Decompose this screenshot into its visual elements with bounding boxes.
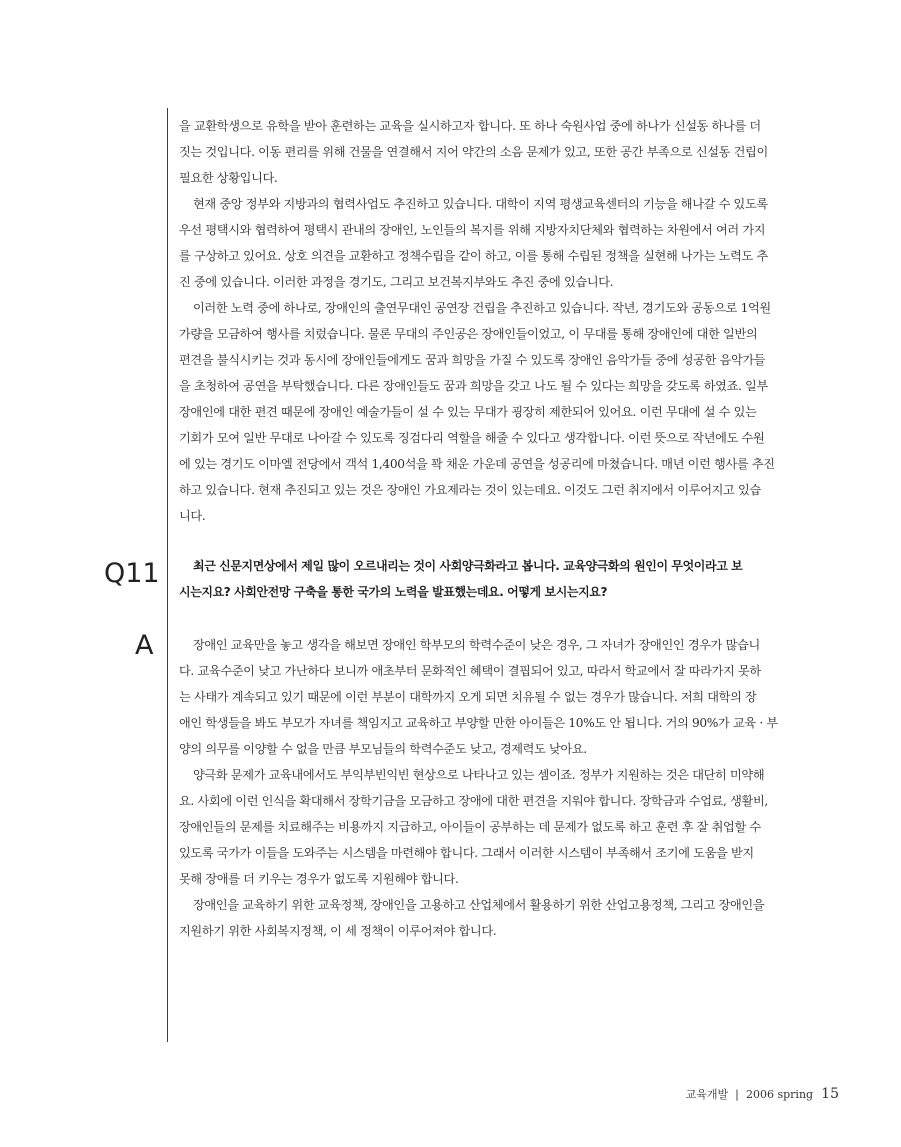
question-line: 최근 신문지면상에서 제일 많이 오르내리는 것이 사회양극화라고 봅니다. 교육양극화의 원인이 무엇이라고 보: [193, 559, 743, 573]
text-line: 양극화 문제가 교육내에서도 부익부빈익빈 현상으로 나타나고 있는 셈이죠. 정부가 지원하는 것은 대단히 미약해: [193, 768, 765, 782]
text-line: 우선 평택시와 협력하여 평택시 관내의 장애인, 노인들의 복지를 위해 지방자치단체와 협력하는 차원에서 여러 가지: [179, 223, 766, 237]
text-line: 지원하기 위한 사회복지정책, 이 세 정책이 이루어져야 합니다.: [179, 924, 497, 938]
text-line: 장애인에 대한 편견 때문에 장애인 예술가들이 설 수 있는 무대가 굉장히 제한되어 있어요. 이런 무대에 설 수 있는: [179, 405, 757, 419]
issue-label: 2006 spring: [745, 1088, 814, 1101]
text-line: 가량을 모금하여 행사를 치렀습니다. 물론 무대의 주인공은 장애인들이었고, 이 무대를 통해 장애인에 대한 일반의: [179, 327, 758, 341]
text-line: 기회가 모여 일반 무대로 나아갈 수 있도록 징검다리 역할을 해줄 수 있다고 생각합니다. 이런 뜻으로 작년에도 수원: [179, 431, 765, 445]
text-line: 를 구상하고 있어요. 상호 의견을 교환하고 정책수립을 같이 하고, 이를 통해 수립된 정책을 실현해 나가는 노력도 추: [179, 249, 768, 263]
text-line: 다. 교육수준이 낮고 가난하다 보니까 애초부터 문화적인 혜택이 결핍되어 있고, 따라서 학교에서 잘 따라가지 못하: [179, 664, 761, 678]
text-line: 장애인 교육만을 놓고 생각을 해보면 장애인 학부모의 학력수준이 낮은 경우, 그 자녀가 장애인인 경우가 많습니: [193, 638, 760, 652]
text-line: 에 있는 경기도 이마엘 전당에서 객석 1,400석을 꽉 채운 가운데 공연을 성공리에 마쳤습니다. 매년 이런 행사를 추진: [179, 457, 775, 471]
page-footer: [686, 1083, 839, 1102]
text-line: 진 중에 있습니다. 이러한 과정을 경기도, 그리고 보건복지부와도 추진 중에 있습니다.: [179, 275, 614, 289]
text-line: 현재 중앙 정부와 지방과의 협력사업도 추진하고 있습니다. 대학이 지역 평생교육센터의 기능을 해나갈 수 있도록: [193, 197, 768, 211]
text-line: 양의 의무를 이양할 수 없을 만큼 부모님들의 학력수준도 낮고, 경제력도 낮아요.: [179, 742, 587, 756]
text-line: 을 교환학생으로 유학을 받아 훈련하는 교육을 실시하고자 합니다. 또 하나 숙원사업 중에 하나가 신설동 하나를 더: [179, 119, 761, 133]
magazine-title: 교육개발: [685, 1088, 729, 1101]
text-line: 니다.: [179, 509, 206, 523]
text-line: 못해 장애를 더 키우는 경우가 없도록 지원해야 합니다.: [179, 872, 459, 886]
question-text: [179, 553, 805, 605]
text-line: 하고 있습니다. 현재 추진되고 있는 것은 장애인 가요제라는 것이 있는데요. 이것도 그런 취지에서 이루어지고 있습: [179, 483, 761, 497]
text-line: 장애인을 교육하기 위한 교육정책, 장애인을 고용하고 산업체에서 활용하기 위한 산업고용정책, 그리고 장애인을: [193, 898, 765, 912]
article-body: [179, 113, 805, 944]
text-line: 편견을 불식시키는 것과 동시에 장애인들에게도 꿈과 희망을 가질 수 있도록 장애인 음악가들 중에 성공한 음악가들: [179, 353, 766, 367]
question-line: 시는지요? 사회안전망 구축을 통한 국가의 노력을 발표했는데요. 어떻게 보시는지요?: [179, 585, 608, 599]
question-label: Q11: [104, 558, 160, 589]
text-line: 는 사태가 계속되고 있기 때문에 이런 부분이 대학까지 오게 되면 치유될 수 없는 경우가 많습니다. 저희 대학의 장: [179, 690, 757, 704]
text-line: 애인 학생들을 봐도 부모가 자녀를 책임지고 교육하고 부양할 만한 아이들은 10%도 안 됩니다. 거의 90%가 교육 · 부: [179, 716, 778, 730]
text-line: 있도록 국가가 이들을 도와주는 시스템을 마련해야 합니다. 그래서 이러한 시스템이 부족해서 조기에 도움을 받지: [179, 846, 754, 860]
text-line: 장애인들의 문제를 치료해주는 비용까지 지급하고, 아이들이 공부하는 데 문제가 없도록 하고 훈련 후 잘 취업할 수: [179, 820, 761, 834]
text-line: 필요한 상황입니다.: [179, 171, 278, 185]
footer-separator: |: [735, 1088, 739, 1101]
text-line: 을 초청하여 공연을 부탁했습니다. 다른 장애인들도 꿈과 희망을 갖고 나도 될 수 있다는 희망을 갖도록 하였죠. 일부: [179, 379, 768, 393]
vertical-rule: [167, 108, 168, 1042]
text-line: 요. 사회에 이런 인식을 확대해서 장학기금을 모금하고 장애에 대한 편견을 지워야 합니다. 장학금과 수업료, 생활비,: [179, 794, 768, 808]
text-line: 짓는 것입니다. 이동 편리를 위해 건물을 연결해서 지어 약간의 소음 문제가 있고, 또한 공간 부족으로 신설동 건립이: [179, 145, 768, 159]
page-number: 15: [821, 1086, 839, 1102]
answer-label: A: [135, 630, 154, 661]
text-line: 이러한 노력 중에 하나로, 장애인의 출연무대인 공연장 건립을 추진하고 있습니다. 작년, 경기도와 공동으로 1억원: [193, 301, 771, 315]
answer-text: [179, 632, 805, 944]
